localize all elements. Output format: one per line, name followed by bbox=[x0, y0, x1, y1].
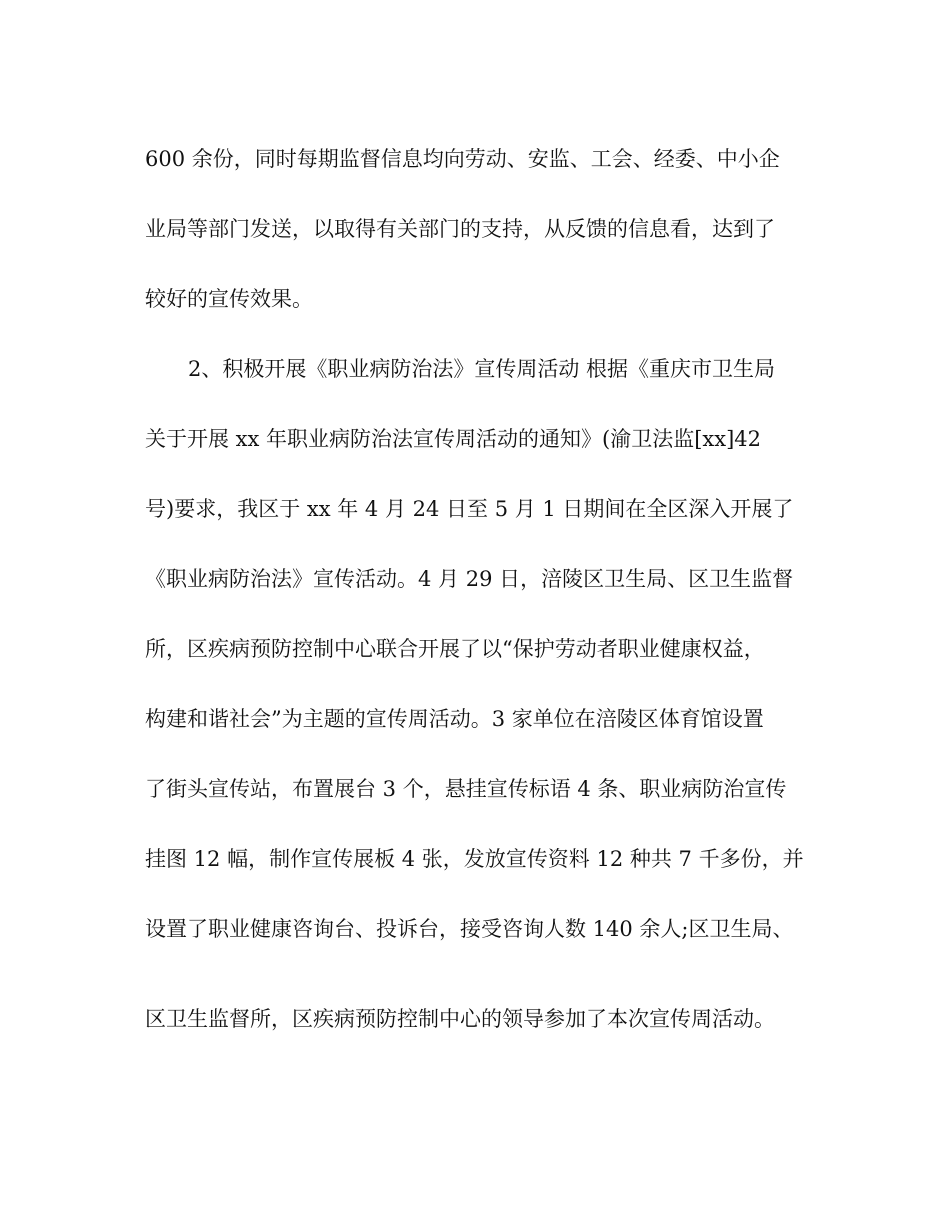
text-line: 了街头宣传站，布置展台 3 个，悬挂宣传标语 4 条、职业病防治宣传 bbox=[145, 777, 787, 801]
text-line: 所，区疾病预防控制中心联合开展了以“保护劳动者职业健康权益， bbox=[145, 637, 765, 661]
text-line: 600 余份，同时每期监督信息均向劳动、安监、工会、经委、中小企 bbox=[145, 147, 780, 171]
text-line: 挂图 12 幅，制作宣传展板 4 张，发放宣传资料 12 种共 7 千多份，并 bbox=[145, 847, 804, 871]
text-line: 构建和谐社会”为主题的宣传周活动。3 家单位在涪陵区体育馆设置 bbox=[145, 707, 764, 731]
text-line: 较好的宣传效果。 bbox=[145, 287, 313, 311]
text-line: 号)要求，我区于 xx 年 4 月 24 日至 5 月 1 日期间在全区深入开展了 bbox=[145, 497, 794, 521]
text-line: 《职业病防治法》宣传活动。4 月 29 日，涪陵区卫生局、区卫生监督 bbox=[145, 567, 794, 591]
text-line: 区卫生监督所，区疾病预防控制中心的领导参加了本次宣传周活动。 bbox=[145, 1007, 775, 1031]
text-line: 设置了职业健康咨询台、投诉台，接受咨询人数 140 余人;区卫生局、 bbox=[145, 917, 794, 941]
text-line: 关于开展 xx 年职业病防治法宣传周活动的通知》(渝卫法监[xx]42 bbox=[145, 427, 762, 451]
text-line: 业局等部门发送，以取得有关部门的支持，从反馈的信息看，达到了 bbox=[145, 217, 775, 241]
text-line: 2、积极开展《职业病防治法》宣传周活动 根据《重庆市卫生局 bbox=[188, 357, 776, 381]
